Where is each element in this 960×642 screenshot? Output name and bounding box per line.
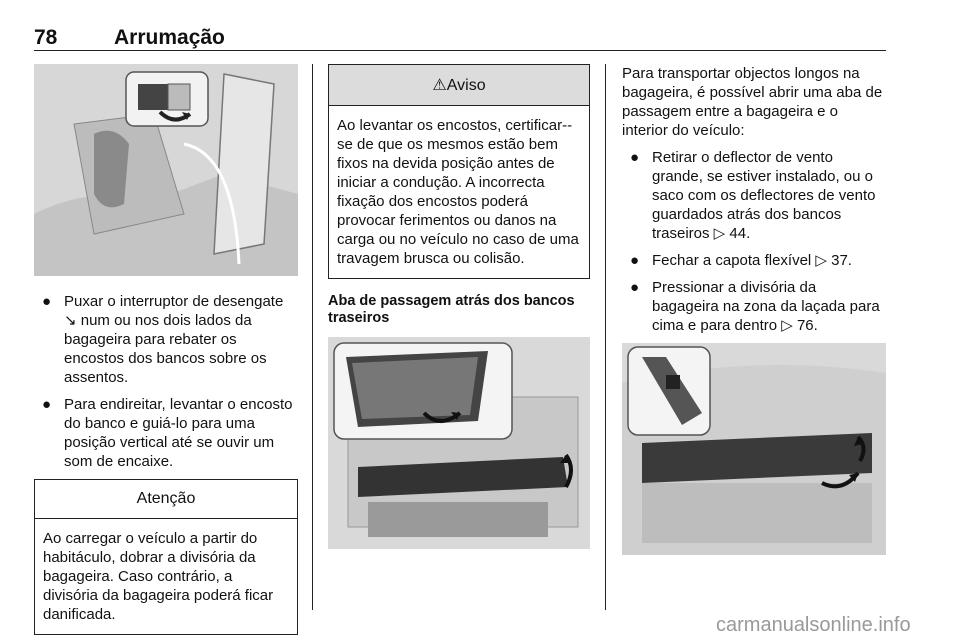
bullet-icon: ● xyxy=(42,396,52,413)
caution-box xyxy=(34,479,298,635)
warning-body: Ao levantar os encostos, certificar--se de que os mesmos estão bem fixos na devida posição antes de iniciar a condução. A incorrecta fixação dos encostos poderá provocar ferimentos ou danos na carga ou no veículo no caso de uma travagem brusca ou colisão. xyxy=(337,117,579,267)
bullet-icon: ● xyxy=(42,293,52,310)
list-item: ● Retirar o deflector de vento grande, se estiver instalado, ou o saco com os deflectores de vento guardados atrás dos bancos traseiros ▷ 44. xyxy=(630,149,876,242)
warning-header xyxy=(329,65,589,106)
column-3 xyxy=(622,64,886,555)
warning-icon: ⚠ xyxy=(432,77,447,94)
pass-through-flap-illustration xyxy=(328,337,590,549)
seat-instructions-list xyxy=(34,292,298,471)
caution-body: Ao carregar o veículo a partir do habitáculo, dobrar a divisória da bagageira. Caso contrário, a divisória da bagageira poderá ficar danificada. xyxy=(43,530,274,623)
page-number: 78 xyxy=(34,26,58,49)
list-item: ● Puxar o interruptor de desengate ↘ num ou nos dois lados da bagageira para rebater os encostos dos bancos sobre os assentos. xyxy=(42,293,284,386)
column-divider-2 xyxy=(605,64,606,610)
list-item: ● Pressionar a divisória da bagageira na zona da laçada para cima e para dentro ▷ 76. xyxy=(630,279,880,334)
section-title: Arrumação xyxy=(114,26,225,49)
bullet-icon: ● xyxy=(630,252,640,269)
seat-release-illustration xyxy=(34,64,298,276)
subsection-heading: Aba de passagem atrás dos bancos traseiros xyxy=(328,293,575,326)
watermark: carmanualsonline.info xyxy=(716,614,911,636)
column-2 xyxy=(328,64,590,549)
list-item: ● Fechar a capota flexível ▷ 37. xyxy=(630,252,852,269)
pass-through-steps-list xyxy=(622,148,886,335)
intro-paragraph: Para transportar objectos longos na bagageira, é possível abrir uma aba de passagem entre a bagageira e o interior do veículo: xyxy=(622,65,883,139)
warning-title: Aviso xyxy=(446,77,486,94)
divider-press-illustration xyxy=(622,343,886,555)
column-1 xyxy=(34,64,298,635)
caution-title: Atenção xyxy=(35,480,297,519)
column-divider-1 xyxy=(312,64,313,610)
page-header xyxy=(34,24,886,51)
list-item: ● Para endireitar, levantar o encosto do banco e guiá-lo para uma posição vertical até se ouvir um som de encaixe. xyxy=(42,396,293,470)
bullet-icon: ● xyxy=(630,149,640,166)
bullet-icon: ● xyxy=(630,279,640,296)
warning-box xyxy=(328,64,590,279)
